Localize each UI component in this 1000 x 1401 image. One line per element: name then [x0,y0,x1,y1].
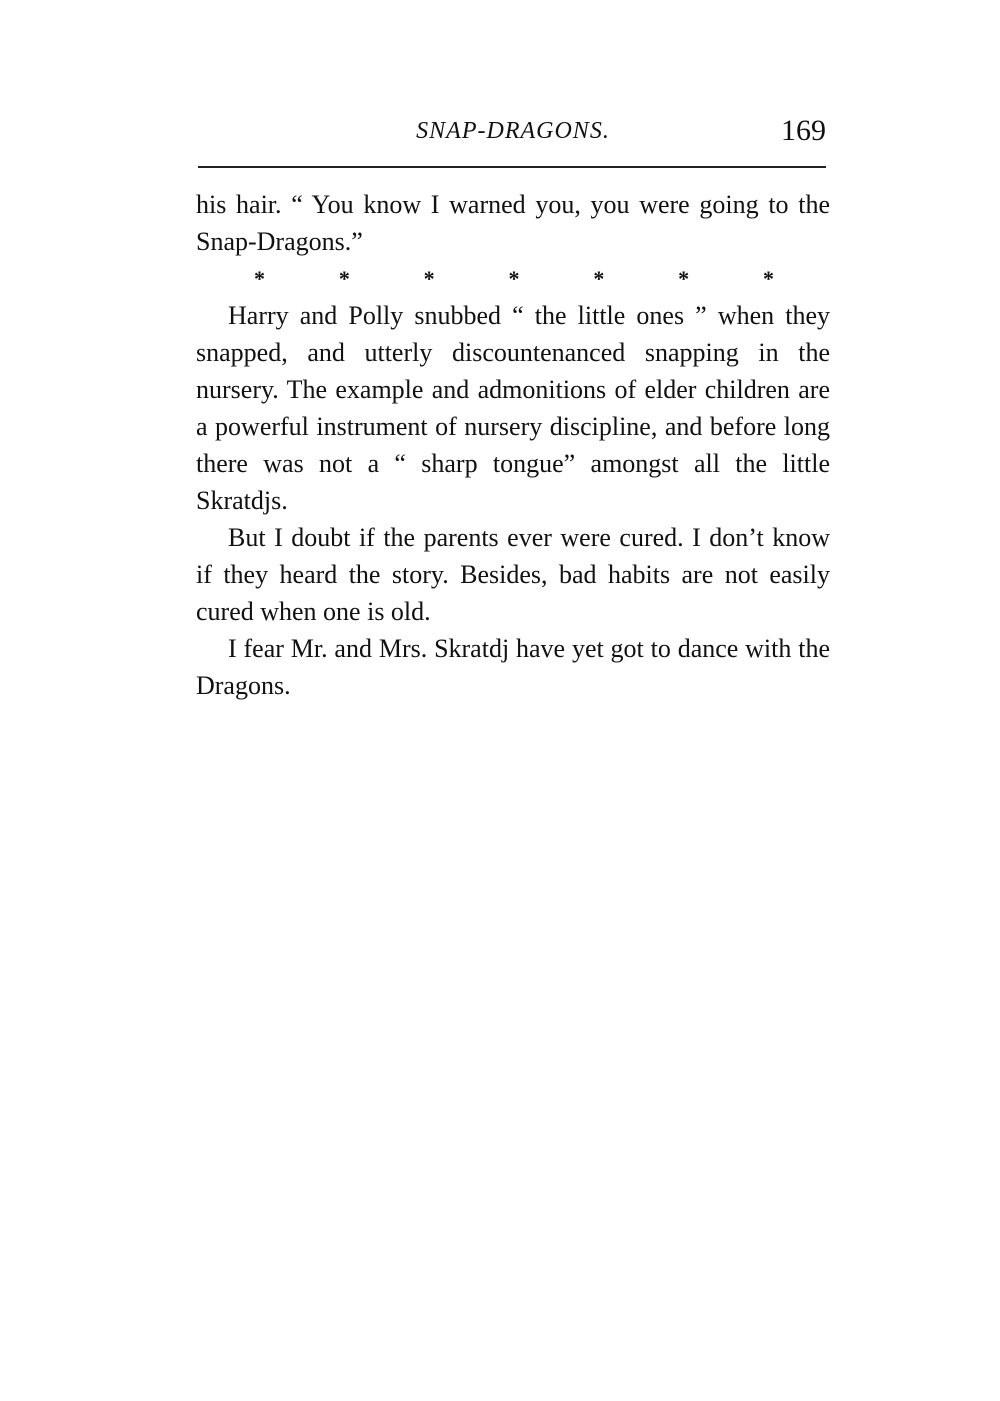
star-ornament: * [762,266,774,291]
paragraph: Harry and Polly snubbed “ the little ones ” when they snapped, and utterly discountenanced snapping in the nursery. The example and admonitions of elder children are a powerful instrument of nursery discipline, and before long there was not a “ sharp tongue” amongst all the little Skratdjs. [196,301,830,515]
paragraph: I fear Mr. and Mrs. Skratdj have yet got to dance with the Dragons. [196,634,830,700]
running-head [196,114,830,154]
star-ornament: * [254,266,265,291]
header-rule [198,166,826,168]
paragraph: But I doubt if the parents ever were cured. I don’t know if they heard the story. Besides, bad habits are not easily cured when one is old. [196,523,830,626]
star-ornament: * [593,266,605,291]
star-ornament: * [423,266,435,291]
star-ornament: * [678,266,690,291]
star-ornament: * [508,266,520,291]
running-title: SNAP-DRAGONS. [416,118,610,144]
page-number: 169 [781,114,826,147]
body-text [196,186,830,704]
star-ornament: * [338,266,350,291]
paragraph-continued: his hair. “ You know I warned you, you were going to the Snap-Dragons.” [196,190,830,256]
section-break-stars [196,260,830,297]
